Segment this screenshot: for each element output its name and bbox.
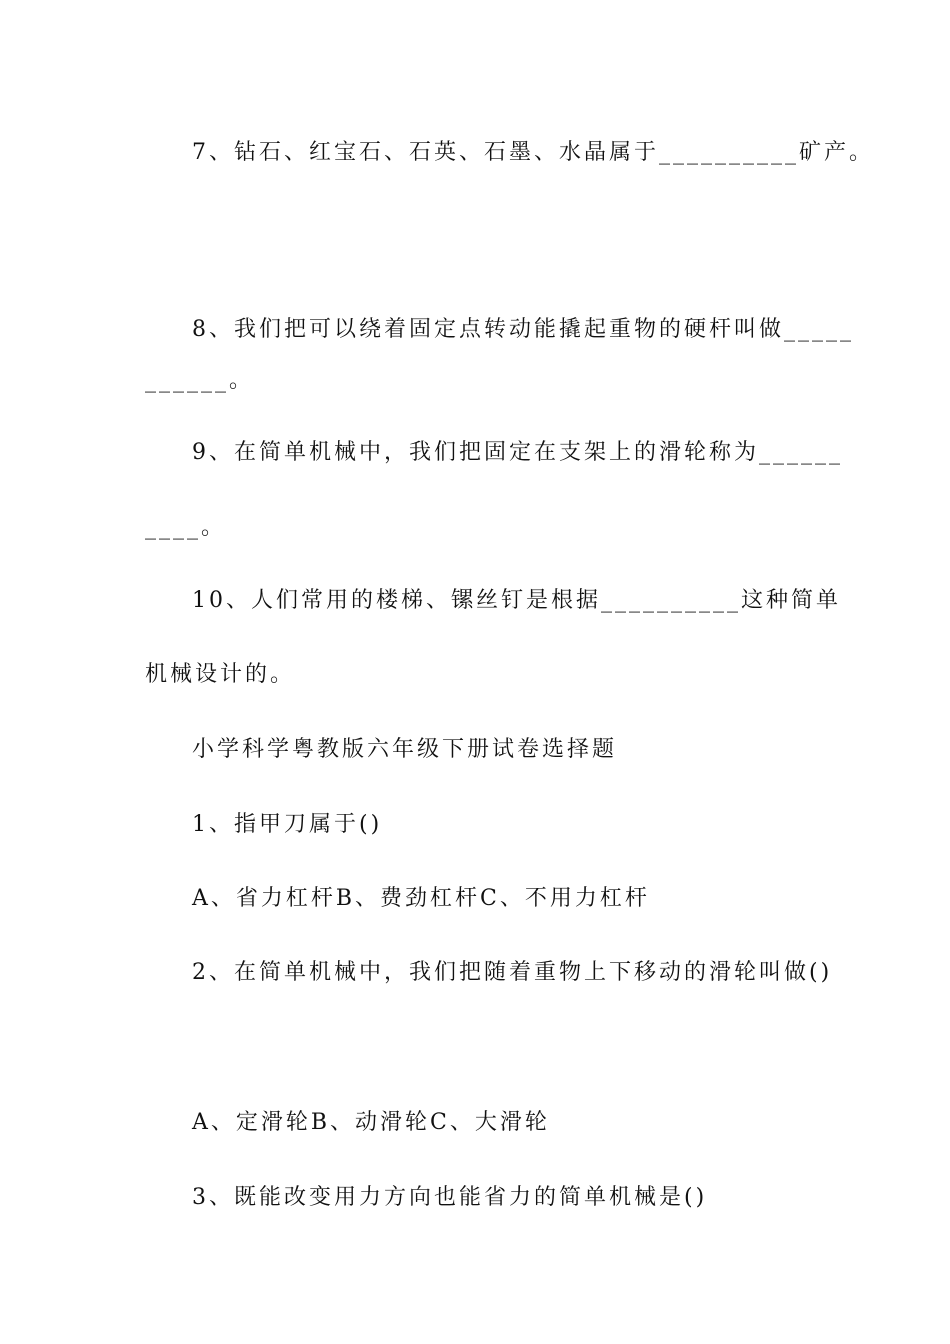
question-10-line-2: 机械设计的。 [145, 662, 296, 687]
question-8-line-2: ______。 [145, 368, 255, 393]
mc-question-1: 1、指甲刀属于() [192, 812, 383, 837]
question-7: 7、钻石、红宝石、石英、石墨、水晶属于__________矿产。 [192, 140, 874, 165]
question-9-line-1: 9、在简单机械中，我们把固定在支架上的滑轮称为______ [192, 440, 843, 465]
question-9-line-2: ____。 [145, 515, 227, 540]
mc-question-3: 3、既能改变用力方向也能省力的简单机械是() [192, 1185, 708, 1210]
mc-options-2: A、定滑轮B、动滑轮C、大滑轮 [192, 1110, 550, 1135]
mc-question-2: 2、在简单机械中，我们把随着重物上下移动的滑轮叫做() [192, 960, 833, 985]
mc-options-1: A、省力杠杆B、费劲杠杆C、不用力杠杆 [192, 886, 650, 911]
section-title: 小学科学粤教版六年级下册试卷选择题 [192, 737, 618, 762]
question-8-line-1: 8、我们把可以绕着固定点转动能撬起重物的硬杆叫做_____ [192, 317, 854, 342]
question-10-line-1: 10、人们常用的楼梯、镙丝钉是根据__________这种简单 [192, 588, 841, 613]
